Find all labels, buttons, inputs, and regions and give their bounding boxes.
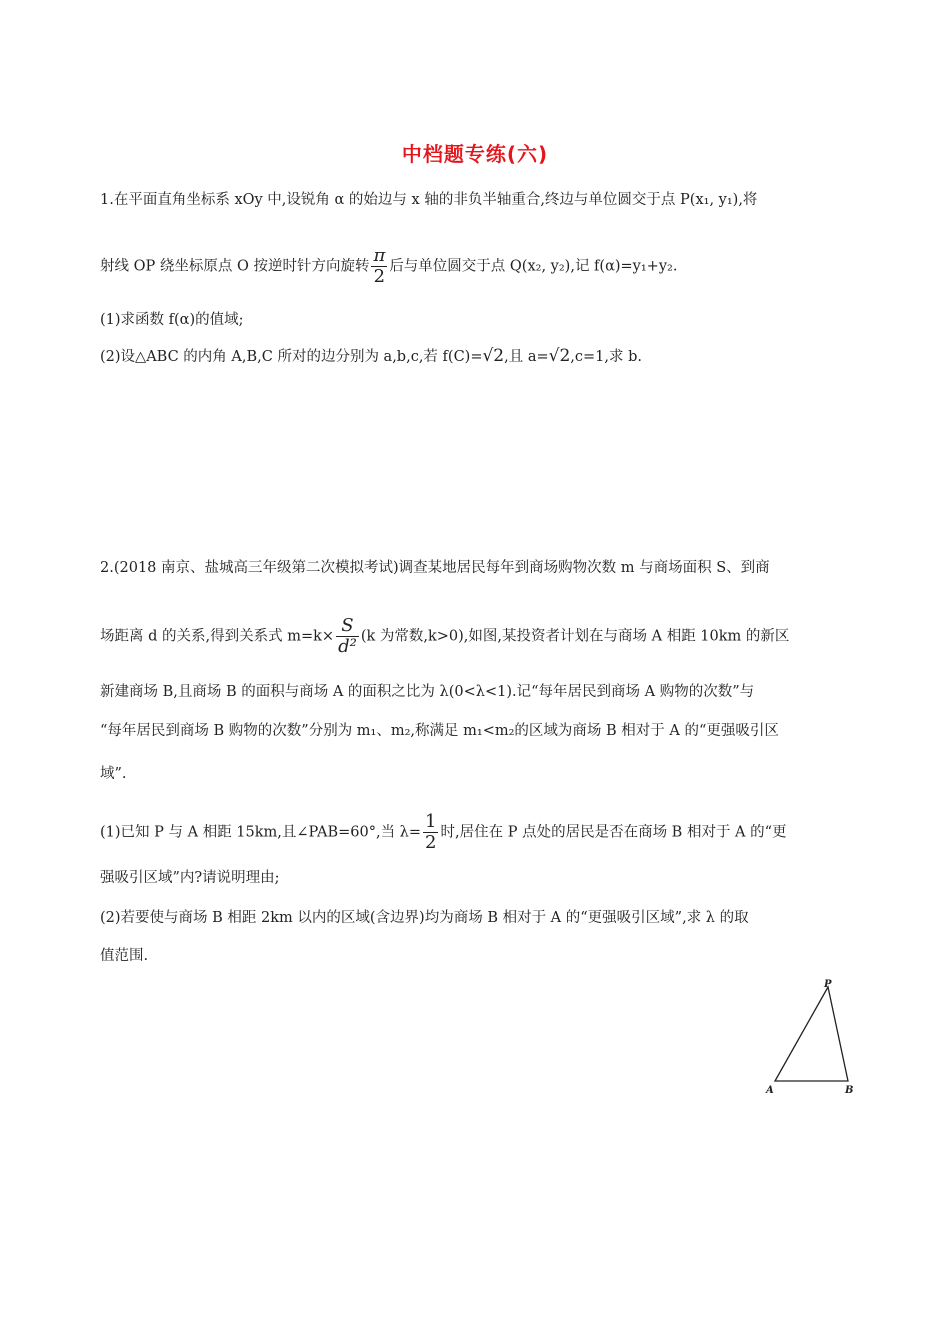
q1-part2	[100, 346, 642, 367]
q1-frac-num: π	[373, 245, 386, 266]
label-p: P	[824, 979, 832, 990]
q2-part1-before: (1)已知 P 与 A 相距 15km,且∠PAB=60°,当 λ=	[100, 824, 422, 841]
q2-part1-line2: 强吸引区域”内?请说明理由;	[100, 870, 280, 886]
label-a: A	[766, 1085, 774, 1096]
q1-line2-before: 射线 OP 绕坐标原点 O 按逆时针方向旋转	[100, 258, 370, 275]
q1-part2-c: ,c=1,求 b.	[570, 349, 643, 365]
q1-line1: 1.在平面直角坐标系 xOy 中,设锐角 α 的始边与 x 轴的非负半轴重合,终边与单位圆交于点 P(x₁, y₁),将	[100, 192, 758, 208]
q2-frac-num: S	[336, 616, 359, 637]
triangle-pab	[775, 987, 848, 1081]
triangle-figure	[760, 975, 860, 1100]
q2-line2-after: (k 为常数,k>0),如图,某投资者计划在与商场 A 相距 10km 的新区	[360, 628, 790, 645]
q2-frac-den: d²	[338, 636, 357, 657]
q2-part1	[100, 812, 787, 853]
q2-part1-after: 时,居住在 P 点处的居民是否在商场 B 相对于 A 的“更	[440, 824, 787, 841]
q1-frac-den: 2	[373, 266, 386, 287]
q1-line2	[100, 246, 677, 287]
q2-part1-frac-num: 1	[425, 811, 437, 832]
q1-root2: √2	[548, 346, 571, 366]
q2-fraction	[336, 616, 359, 657]
q2-line5: 域”.	[100, 766, 127, 782]
q2-line2	[100, 616, 789, 657]
q2-part2-line1: (2)若要使与商场 B 相距 2km 以内的区域(含边界)均为商场 B 相对于 A 的“更强吸引区域”,求 λ 的取	[100, 910, 749, 926]
q2-line3: 新建商场 B,且商场 B 的面积与商场 A 的面积之比为 λ(0<λ<1).记“每年居民到商场 A 购物的次数”与	[100, 684, 755, 700]
page-title: 中档题专练(六)	[401, 142, 549, 166]
q2-line2-before: 场距离 d 的关系,得到关系式 m=k×	[100, 628, 335, 645]
q2-line4: “每年居民到商场 B 购物的次数”分别为 m₁、m₂,称满足 m₁<m₂的区域为商场 B 相对于 A 的“更强吸引区	[100, 723, 779, 739]
q2-part2-line2: 值范围.	[100, 948, 149, 964]
label-b: B	[845, 1085, 854, 1096]
q1-part2-a: (2)设△ABC 的内角 A,B,C 所对的边分别为 a,b,c,若 f(C)=	[100, 349, 483, 365]
q1-line2-after: 后与单位圆交于点 Q(x₂, y₂),记 f(α)=y₁+y₂.	[389, 258, 678, 275]
q2-line1: 2.(2018 南京、盐城高三年级第二次模拟考试)调查某地居民每年到商场购物次数 m 与商场面积 S、到商	[100, 560, 770, 576]
q2-part1-frac-den: 2	[425, 832, 437, 853]
q1-part2-b: ,且 a=	[504, 349, 549, 365]
q1-part1: (1)求函数 f(α)的值域;	[100, 312, 244, 328]
q1-root1: √2	[482, 346, 505, 366]
q2-part1-fraction	[423, 812, 438, 853]
q1-fraction	[371, 246, 387, 287]
